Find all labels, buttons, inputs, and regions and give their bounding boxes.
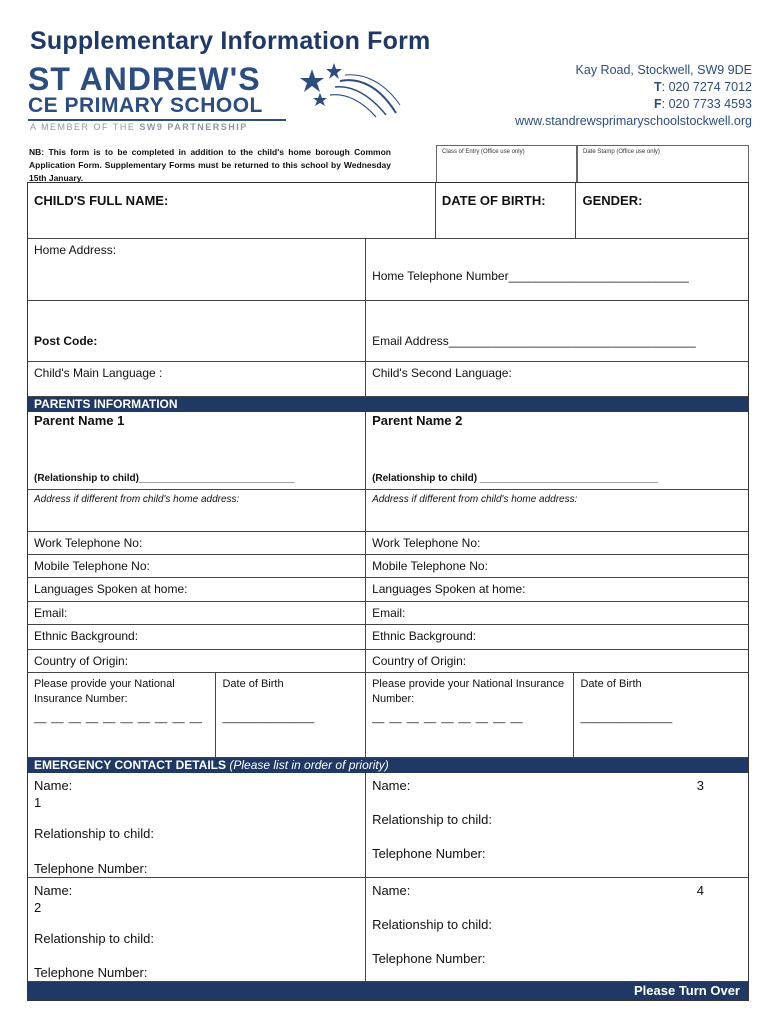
- ec2-telephone-label: Telephone Number:: [34, 965, 148, 980]
- parent-2-ethnic[interactable]: Ethnic Background:: [372, 629, 477, 643]
- ec1-name-label: Name:: [34, 778, 73, 793]
- ec3-relationship-label: Relationship to child:: [372, 812, 493, 827]
- school-address: Kay Road, Stockwell, SW9 9DE: [575, 63, 752, 77]
- language-row: [28, 362, 748, 397]
- home-telephone-field[interactable]: Home Telephone Number___________________________: [372, 269, 689, 283]
- logo-line-1: ST ANDREW'S: [28, 61, 261, 97]
- parent-2-ni-blanks: __ __ __ __ __ __ __ __ __: [372, 712, 523, 724]
- parent-2-mobile[interactable]: Mobile Telephone No:: [372, 559, 488, 573]
- emergency-contact-1[interactable]: [28, 773, 366, 877]
- ec4-telephone-label: Telephone Number:: [372, 951, 486, 966]
- logo-stars-icon: [290, 63, 402, 119]
- parent-1-country[interactable]: Country of Origin:: [28, 650, 366, 672]
- parent-1-dob-blank: _______________: [222, 712, 315, 724]
- parent-1-cell[interactable]: [28, 412, 366, 489]
- parent-2-dob-label: Date of Birth: [580, 678, 642, 690]
- school-fax: F: 020 7733 4593: [653, 97, 752, 111]
- parent-1-relationship: (Relationship to child)____________________________: [34, 473, 295, 484]
- parent-name-row: [28, 412, 748, 490]
- emergency-contact-2[interactable]: [28, 878, 366, 981]
- ec1-number: 1: [34, 795, 42, 810]
- member-line: A MEMBER OF THE SW9 PARTNERSHIP: [30, 122, 248, 132]
- parent-2-ni-label: Please provide your National Insurance Number:: [372, 678, 565, 705]
- parent-1-languages[interactable]: Languages Spoken at home:: [28, 578, 366, 601]
- parent-2-languages[interactable]: Languages Spoken at home:: [372, 582, 526, 596]
- emergency-contact-3[interactable]: [366, 773, 748, 877]
- ni-row: [28, 673, 748, 758]
- second-language-field[interactable]: Child's Second Language:: [372, 366, 512, 380]
- parent-1-ethnic[interactable]: Ethnic Background:: [28, 625, 366, 649]
- emergency-contact-4[interactable]: [366, 878, 748, 981]
- child-row: [28, 183, 748, 239]
- date-stamp-box[interactable]: Date Stamp (Office use only): [577, 145, 749, 183]
- parent-2-dob[interactable]: [574, 673, 748, 757]
- main-language-field[interactable]: Child's Main Language :: [28, 362, 366, 396]
- logo-line-2: CE PRIMARY SCHOOL: [28, 94, 263, 117]
- ec3-name-label: Name:: [372, 778, 411, 793]
- emergency-header: EMERGENCY CONTACT DETAILS (Please list in order of priority): [28, 758, 748, 773]
- parent-1-ni-label: Please provide your National Insurance Number:: [34, 678, 175, 705]
- parents-header: PARENTS INFORMATION: [28, 397, 748, 412]
- postcode-field[interactable]: Post Code:: [28, 301, 366, 361]
- class-of-entry-box[interactable]: Class of Entry (Office use only): [436, 145, 577, 183]
- address-row: [28, 239, 748, 301]
- parent-1-address[interactable]: Address if different from child's home address:: [28, 490, 366, 531]
- school-website[interactable]: www.standrewsprimaryschoolstockwell.org: [515, 114, 752, 128]
- ec3-telephone-label: Telephone Number:: [372, 846, 486, 861]
- form-table: [27, 182, 749, 1001]
- please-turn-over: Please Turn Over: [28, 982, 748, 1000]
- parent-1-dob[interactable]: [216, 673, 366, 757]
- parent-2-cell[interactable]: [366, 412, 748, 489]
- email-field[interactable]: Email Address_____________________________________: [372, 334, 696, 348]
- ec3-number: 3: [696, 778, 704, 793]
- parent-1-name-label: Parent Name 1: [34, 413, 125, 428]
- parent-2-name-label: Parent Name 2: [372, 413, 463, 428]
- parent-1-email[interactable]: Email:: [28, 602, 366, 624]
- parent-email-row: [28, 602, 748, 625]
- ec2-relationship-label: Relationship to child:: [34, 931, 154, 946]
- ec4-relationship-label: Relationship to child:: [372, 917, 493, 932]
- parent-1-dob-label: Date of Birth: [222, 678, 284, 690]
- parent-1-ni-blanks: __ __ __ __ __ __ __ __ __ __: [34, 712, 202, 724]
- emergency-row-2: [28, 878, 748, 982]
- mobile-row: [28, 555, 748, 578]
- parent-2-email[interactable]: Email:: [372, 606, 406, 620]
- emergency-row-1: [28, 773, 748, 878]
- parent-2-ni[interactable]: [366, 673, 574, 757]
- nb-note: NB: This form is to be completed in addition to the child's home borough Common Application Form. Supplementary Forms must be returned to this school by Wednesday 15th January.: [29, 147, 391, 183]
- ec2-name-label: Name:: [34, 883, 73, 898]
- postcode-row: [28, 301, 748, 362]
- parent-1-mobile[interactable]: Mobile Telephone No:: [28, 555, 366, 577]
- school-telephone: T: 020 7274 7012: [653, 80, 752, 94]
- school-contact: [515, 62, 752, 130]
- parent-2-dob-blank: _______________: [580, 712, 673, 724]
- parent-1-ni[interactable]: [28, 673, 216, 757]
- ec1-relationship-label: Relationship to child:: [34, 826, 154, 841]
- address-diff-row: [28, 490, 748, 532]
- ec4-name-label: Name:: [372, 883, 411, 898]
- ec4-number: 4: [696, 883, 704, 898]
- parent-2-work-tel[interactable]: Work Telephone No:: [372, 536, 481, 550]
- parent-2-country[interactable]: Country of Origin:: [372, 654, 467, 668]
- child-name-field[interactable]: CHILD'S FULL NAME:: [28, 183, 436, 238]
- work-tel-row: [28, 532, 748, 555]
- languages-row: [28, 578, 748, 602]
- ec1-telephone-label: Telephone Number:: [34, 861, 148, 876]
- gender-field[interactable]: GENDER:: [582, 193, 643, 208]
- dob-field[interactable]: DATE OF BIRTH:: [436, 183, 577, 238]
- ethnic-row: [28, 625, 748, 650]
- parent-2-relationship: (Relationship to child) ________________________________: [372, 473, 658, 484]
- country-row: [28, 650, 748, 673]
- form-title: Supplementary Information Form: [30, 27, 431, 55]
- logo-underline: [28, 119, 286, 121]
- ec2-number: 2: [34, 900, 42, 915]
- parent-2-address[interactable]: Address if different from child's home address:: [372, 494, 578, 505]
- parent-1-work-tel[interactable]: Work Telephone No:: [28, 532, 366, 554]
- home-address-field[interactable]: Home Address:: [28, 239, 366, 300]
